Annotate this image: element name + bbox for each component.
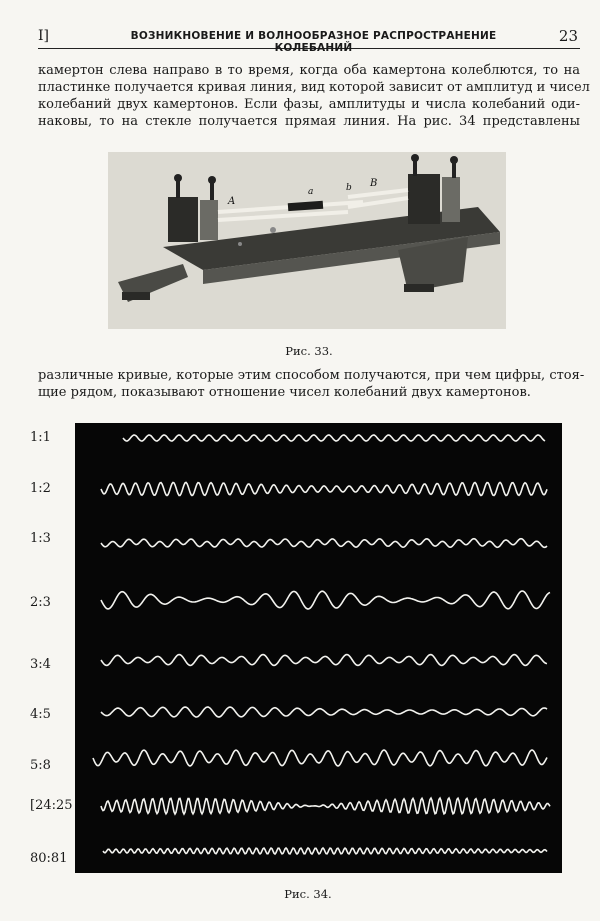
running-title: ВОЗНИКНОВЕНИЕ И ВОЛНООБРАЗНОЕ РАСПРОСТРАНЕНИЕ КОЛЕБАНИЙ: [130, 30, 497, 54]
page-number: 23: [558, 27, 578, 45]
ratio-label: 2:3: [30, 595, 51, 610]
text-line: щие рядом, показывают отношение чисел колебаний двух камертонов.: [38, 385, 531, 400]
text-line: камертон слева направо в то время, когда оба камертона колеблются, то на: [38, 63, 580, 78]
ratio-label: 1:3: [30, 531, 51, 546]
text-line: пластинке получается кривая линия, вид которой зависит от амплитуд и чисел: [38, 80, 590, 95]
figure-33-apparatus-image: [108, 152, 506, 329]
section-marker: I]: [38, 28, 49, 44]
label-A: A: [228, 196, 236, 207]
oscillation-trace: [101, 798, 550, 814]
ratio-label: [24:25: [30, 798, 73, 813]
paragraph-2: [38, 367, 585, 401]
paragraph-1: [38, 62, 590, 130]
label-b: b: [346, 183, 352, 193]
oscillation-trace: [123, 435, 545, 441]
label-B: B: [370, 178, 378, 189]
oscillation-trace: [101, 539, 547, 548]
page-header: [38, 26, 580, 54]
ratio-label: 3:4: [30, 657, 51, 672]
text-line: колебаний двух камертонов. Если фазы, амплитуды и числа колебаний оди-: [38, 97, 580, 112]
oscillation-trace: [101, 655, 547, 666]
oscillation-trace: [101, 707, 547, 717]
figure-34-caption: Рис. 34.: [284, 887, 332, 901]
ratio-label: 1:1: [30, 430, 51, 445]
oscillation-trace: [93, 750, 547, 766]
oscillation-trace: [101, 482, 547, 495]
text-line: различные кривые, которые этим способом получаются, при чем цифры, стоя-: [38, 368, 585, 383]
label-a: a: [308, 187, 314, 197]
text-line: наковы, то на стекле получается прямая линия. На рис. 34 представлены: [38, 114, 580, 129]
oscillation-trace: [101, 591, 550, 609]
figure-34-oscillogram-image: [75, 423, 562, 873]
figure-33-caption: Рис. 33.: [285, 344, 333, 358]
ratio-label: 4:5: [30, 707, 51, 722]
ratio-label: 5:8: [30, 758, 51, 773]
oscillation-trace: [103, 848, 547, 854]
ratio-label: 80:81: [30, 851, 68, 866]
ratio-label: 1:2: [30, 481, 51, 496]
